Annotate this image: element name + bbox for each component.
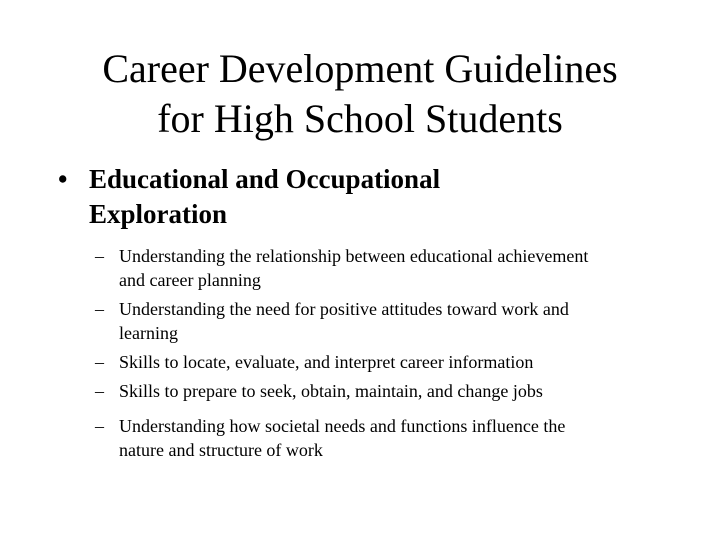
sub-bullet-text: Understanding the need for positive attitudes toward work and — [119, 299, 569, 319]
dash-marker: – — [95, 246, 104, 266]
sub-bullet-text: and career planning — [119, 270, 261, 290]
sub-bullet-text: nature and structure of work — [119, 440, 323, 460]
slide-title-line-2: for High School Students — [157, 96, 563, 141]
dash-marker: – — [95, 352, 104, 372]
sub-bullet-text: Understanding how societal needs and functions influence the — [119, 416, 566, 436]
dash-marker: – — [95, 416, 104, 436]
sub-bullet-item — [95, 414, 675, 462]
sub-bullet-list — [95, 244, 675, 467]
dash-marker: – — [95, 299, 104, 319]
sub-bullet-text: Skills to locate, evaluate, and interpret career information — [119, 352, 534, 372]
sub-bullet-item — [95, 350, 675, 374]
main-bullet-line-1: Educational and Occupational — [89, 164, 441, 194]
sub-bullet-text: Skills to prepare to seek, obtain, maintain, and change jobs — [119, 381, 543, 401]
slide-title — [40, 44, 680, 144]
dash-marker: – — [95, 381, 104, 401]
main-bullet — [58, 162, 658, 232]
sub-bullet-item — [95, 379, 675, 403]
slide-title-line-1: Career Development Guidelines — [102, 46, 618, 91]
sub-bullet-item — [95, 297, 675, 345]
sub-bullet-text: learning — [119, 323, 178, 343]
bullet-marker: • — [58, 164, 68, 194]
sub-bullet-text: Understanding the relationship between educational achievement — [119, 246, 589, 266]
sub-bullet-item — [95, 244, 675, 292]
main-bullet-line-2: Exploration — [89, 199, 228, 229]
